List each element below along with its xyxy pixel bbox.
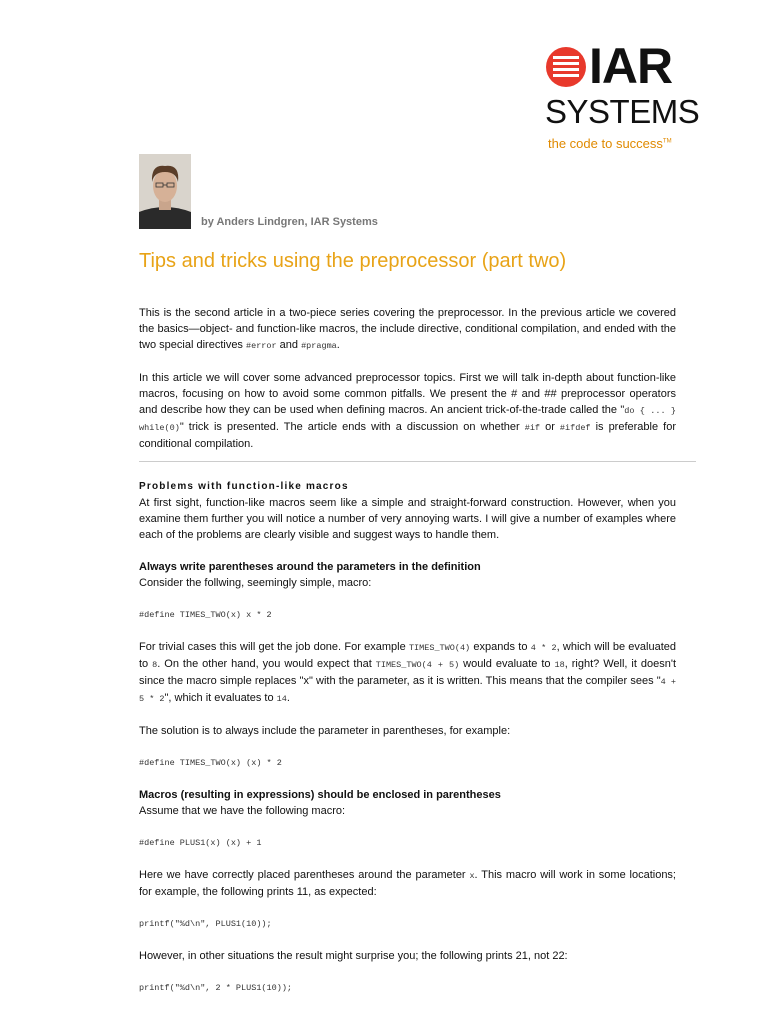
code-block: #define PLUS1(x) (x) + 1: [139, 838, 262, 848]
inline-code: #pragma: [301, 341, 337, 351]
inline-code: #ifdef: [559, 423, 591, 433]
section-divider: [139, 461, 696, 462]
section-heading: Problems with function-like macros: [139, 481, 349, 492]
inline-code: 4 + 5 * 2: [139, 677, 676, 704]
intro-paragraph-2: In this article we will cover some advanced preprocessor topics. First we will talk in-depth about function-like macros, focusing on how to avoid some common pitfalls. We present the # and ## preprocessor operators and describe how they can be used when defining macros. An ancient trick-of-the-trade called the "do { ... } while(0)" trick is presented. The article ends with a discussion on whether #if or #ifdef is preferable for conditional compilation.: [139, 372, 676, 450]
inline-code: do { ... } while(0): [139, 406, 676, 433]
logo-systems-text: SYSTEMS: [545, 93, 700, 130]
subsection-heading-parameters: Always write parentheses around the parameters in the definition: [139, 561, 481, 573]
explanation-paragraph: For trivial cases this will get the job done. For example TIMES_TWO(4) expands to 4 * 2, which will be evaluated to 8. On the other hand, you would expect that TIMES_TWO(4 + 5) would evaluate to 18, right? Well, it doesn't since the macro simple replaces "x" with the parameter, as it is written. This means that the compiler sees "4 + 5 * 2", which it evaluates to 14.: [139, 641, 677, 704]
iar-systems-logo: [543, 38, 700, 154]
author-photo: [139, 154, 191, 229]
code-block: #define TIMES_TWO(x) x * 2: [139, 610, 272, 620]
explanation-paragraph: However, in other situations the result might surprise you; the following prints 21, not 22:: [139, 950, 568, 962]
inline-code: x: [469, 871, 475, 881]
logo-trademark: TM: [662, 138, 672, 145]
logo-tagline-text: the code to success: [548, 136, 663, 151]
author-byline: by Anders Lindgren, IAR Systems: [201, 216, 378, 228]
subsection-lead: Consider the follwing, seemingly simple, macro:: [139, 577, 372, 589]
code-block: #define TIMES_TWO(x) (x) * 2: [139, 758, 282, 768]
iar-logo-mark-icon: [545, 46, 587, 88]
code-block: printf("%d\n", 2 * PLUS1(10));: [139, 983, 293, 993]
page-title: Tips and tricks using the preprocessor (part two): [139, 250, 567, 272]
section-paragraph: At first sight, function-like macros seem like a simple and straight-forward construction. However, when you examine them further you will notice a number of very annoying warts. I will give a number of examples where each of the problems are clearly visible and suggest ways to handle them.: [139, 497, 676, 541]
inline-code: TIMES_TWO(4 + 5): [375, 660, 460, 670]
explanation-paragraph: Here we have correctly placed parentheses around the parameter x. This macro will work in some locations; for example, the following prints 11, as expected:: [139, 869, 676, 898]
inline-code: TIMES_TWO(4): [408, 643, 471, 653]
inline-code: 14: [276, 694, 287, 704]
code-block: printf("%d\n", PLUS1(10));: [139, 919, 272, 929]
inline-code: 8: [152, 660, 158, 670]
intro-paragraph-1: This is the second article in a two-piece series covering the preprocessor. In the previous article we covered the basics—object- and function-like macros, the include directive, conditional compilation, and ended with the two special directives #error and #pragma.: [139, 307, 676, 351]
subsection-heading-expressions: Macros (resulting in expressions) should be enclosed in parentheses: [139, 789, 501, 801]
inline-code: #error: [246, 341, 277, 351]
inline-code: #if: [524, 423, 541, 433]
inline-code: 18: [554, 660, 565, 670]
logo-tagline: [548, 136, 672, 151]
article-body: [139, 305, 676, 996]
solution-paragraph: The solution is to always include the parameter in parentheses, for example:: [139, 725, 511, 737]
inline-code: 4 * 2: [530, 643, 557, 653]
subsection-lead: Assume that we have the following macro:: [139, 805, 346, 817]
logo-iar-text: IAR: [589, 38, 673, 94]
